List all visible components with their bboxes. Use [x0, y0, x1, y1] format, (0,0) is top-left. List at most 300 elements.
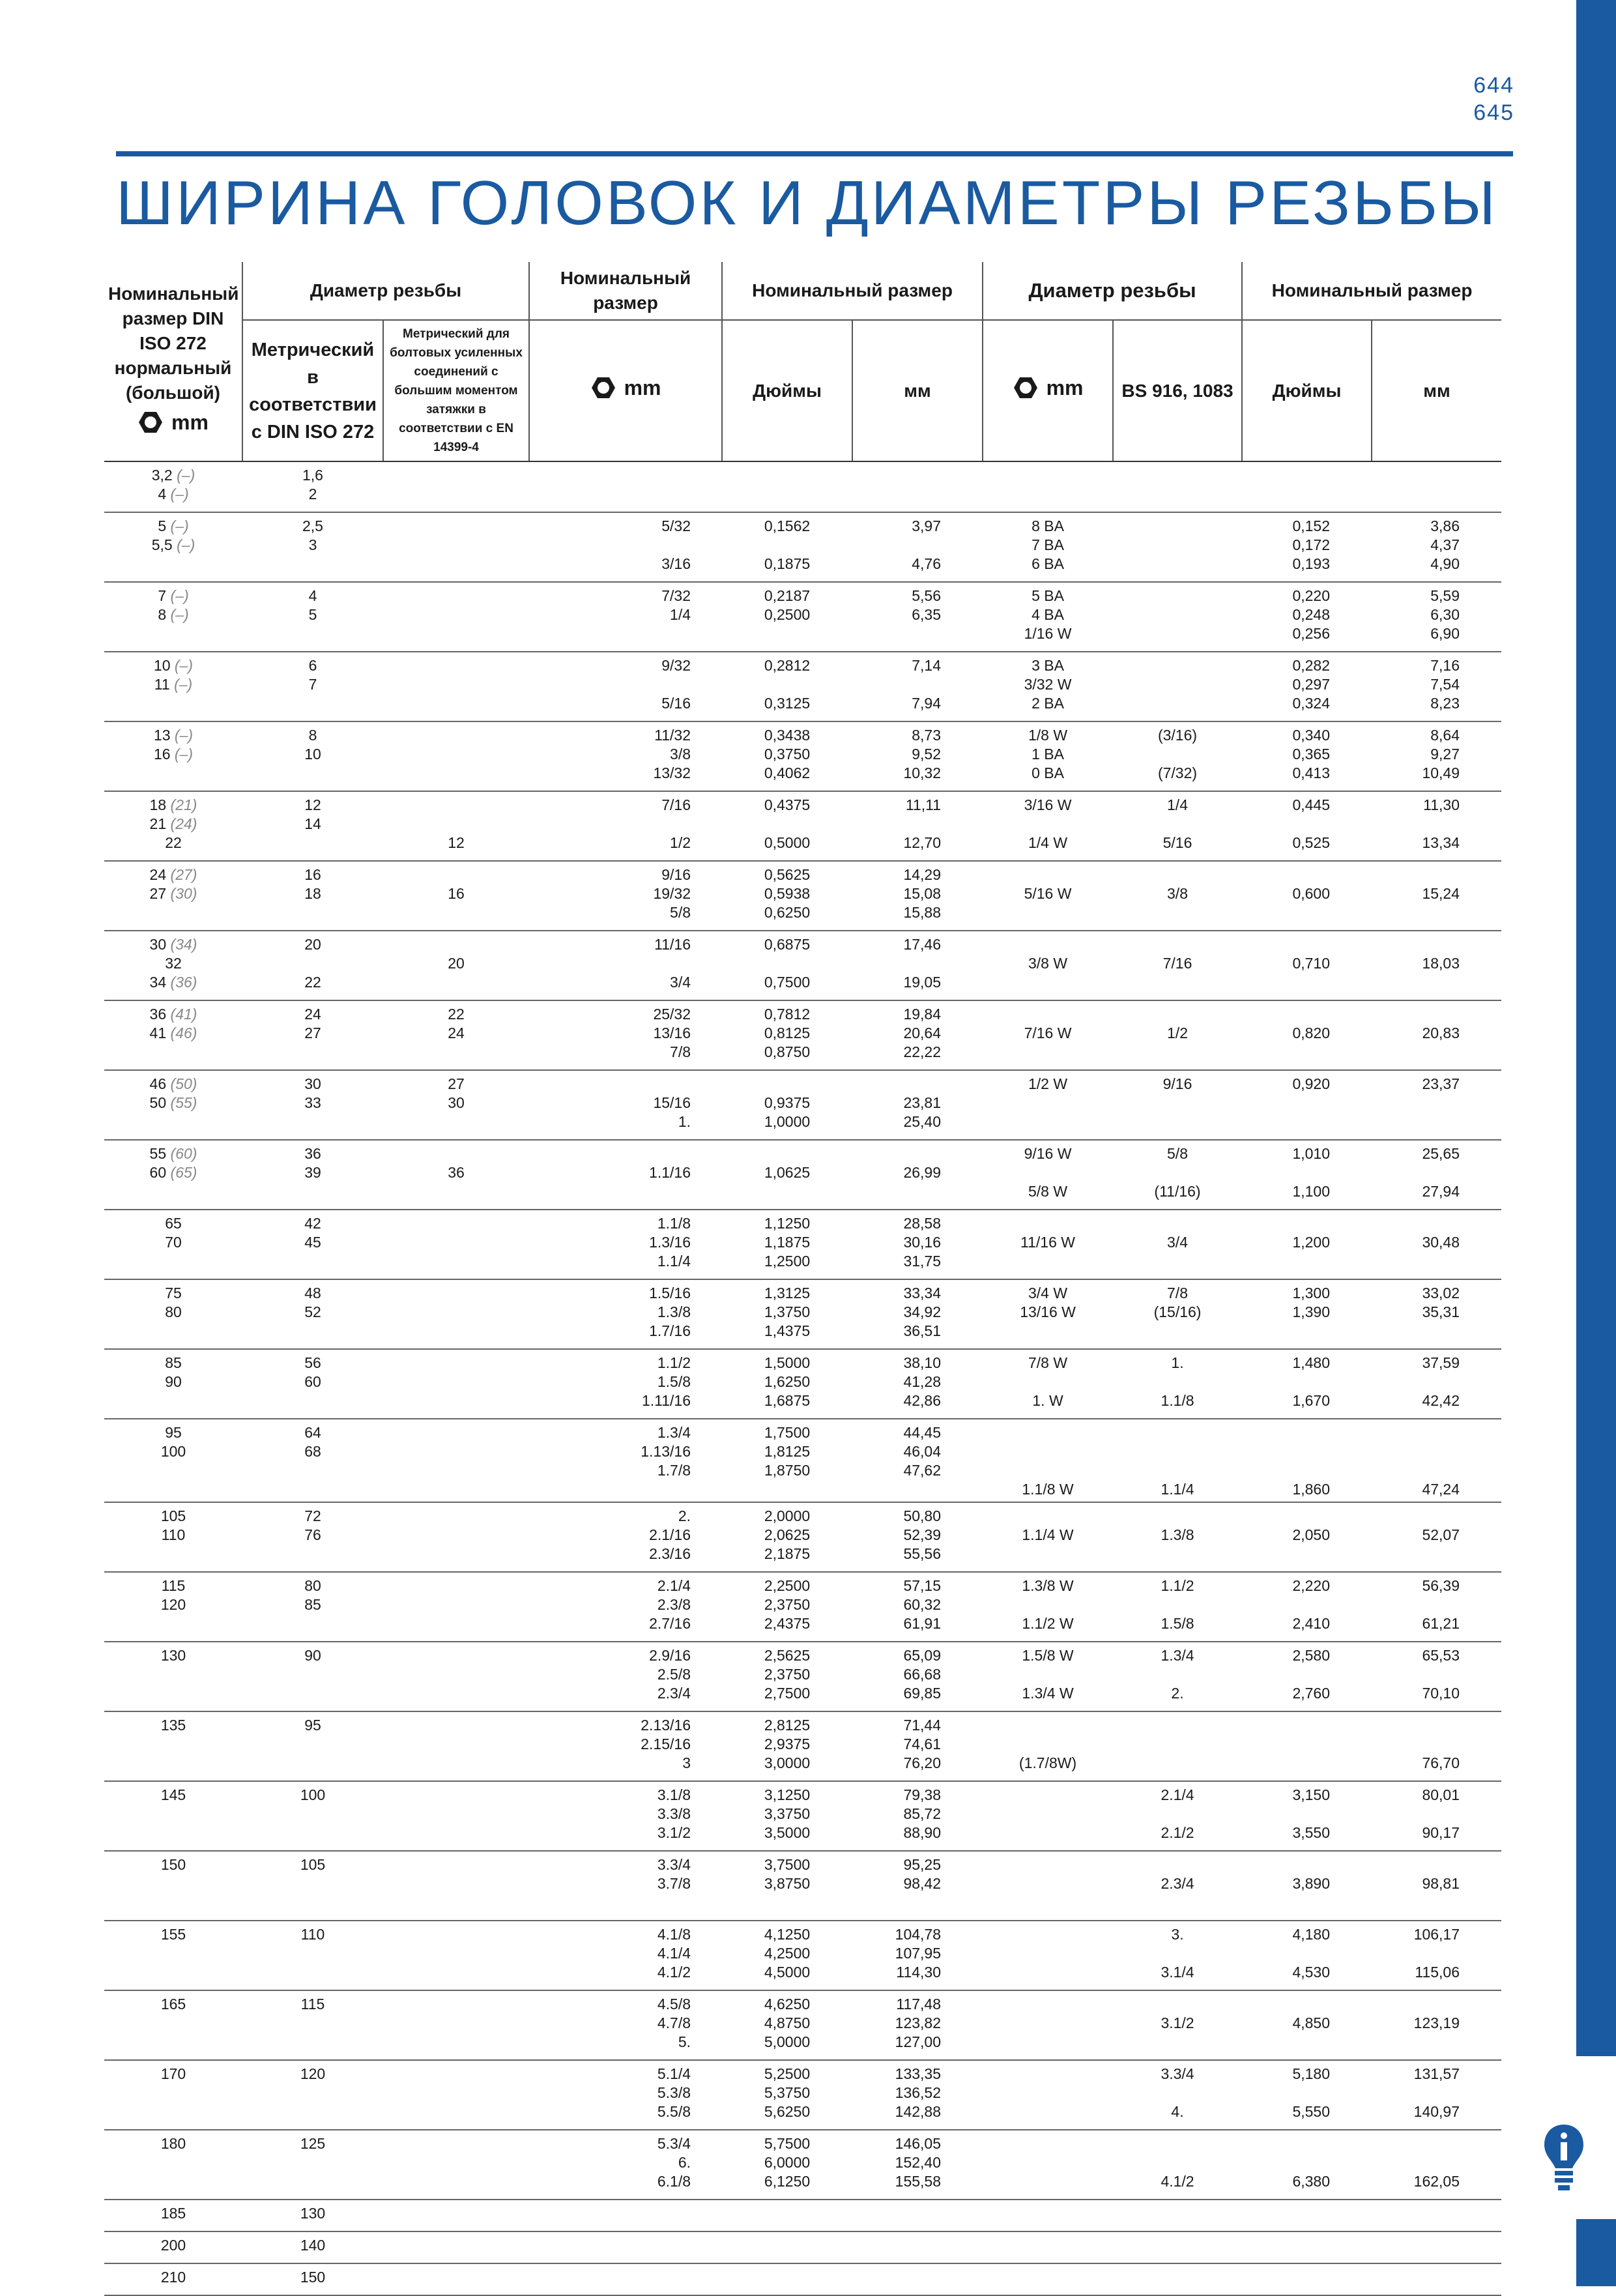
cell-line: 30	[304, 1075, 321, 1092]
cell-line: 1.5/8 W	[1022, 1647, 1074, 1664]
cell-line: 4,90	[1430, 555, 1460, 572]
size-value: 210	[160, 2269, 186, 2286]
cell-metric-272	[242, 1781, 383, 1851]
cell-line	[107, 1577, 240, 1595]
cell-line: 1.1/8	[657, 1215, 691, 1232]
cell-nominal-inch-frac	[529, 2130, 722, 2200]
cell-line: 2.9/16	[649, 1647, 691, 1664]
cell-line: 1,6250	[764, 1373, 811, 1390]
cell-line: 60,32	[903, 1596, 942, 1613]
table-row	[104, 2200, 1501, 2231]
cell-line: 13,34	[1422, 834, 1460, 851]
cell-line: 64	[304, 1424, 321, 1441]
cell-line: 1.1/4	[1161, 1481, 1194, 1498]
cell-line: 2,580	[1292, 1647, 1331, 1664]
cell-line: 5.	[678, 2033, 691, 2050]
cell-nominal-size	[104, 512, 242, 582]
cell-line: 4,850	[1292, 2014, 1331, 2031]
size-value: 55	[149, 1145, 167, 1162]
cell-nominal-size	[104, 652, 242, 721]
cell-line: 0,324	[1292, 695, 1331, 712]
cell-line: 15,88	[903, 904, 942, 921]
cell-line	[985, 1507, 1110, 1526]
cell-line: 1,1250	[764, 1215, 811, 1232]
table-row	[104, 512, 1501, 582]
cell-line: 7,14	[912, 657, 942, 674]
cell-metric-272	[242, 1349, 383, 1419]
cell-line	[725, 815, 850, 834]
cell-nominal-mm	[852, 1140, 983, 1210]
cell-nominal-inch-dec	[722, 582, 852, 652]
page-title: ШИРИНА ГОЛОВОК И ДИАМЕТРЫ РЕЗЬБЫ	[116, 168, 1498, 238]
table-row	[104, 1781, 1501, 1851]
cell-line: 4.1/4	[657, 1945, 691, 1962]
cell-line: 5/16 W	[1024, 885, 1072, 902]
cell-metric-14399	[383, 1279, 529, 1349]
cell-line: 0,7500	[764, 974, 811, 991]
sizes-table	[104, 262, 1501, 2296]
cell-thread-bs	[1113, 2231, 1242, 2263]
cell-line	[1116, 1995, 1239, 2014]
cell-line: 8,73	[912, 727, 942, 744]
cell-line: 3.	[1171, 1926, 1184, 1943]
cell-line	[1116, 1595, 1239, 1614]
cell-line: 0,365	[1292, 746, 1331, 763]
cell-line	[1245, 2153, 1330, 2172]
cell-thread-mm	[983, 1572, 1113, 1642]
cell-line: 3	[308, 536, 317, 553]
cell-line: 0,1875	[764, 555, 811, 572]
header-hex-mm-3	[983, 320, 1113, 461]
cell-metric-14399	[383, 791, 529, 861]
cell-line: 3.1/2	[657, 1824, 691, 1841]
cell-line: 19,84	[903, 1006, 942, 1023]
cell-thread-bs	[1113, 1851, 1242, 1921]
cell-nominal-size	[104, 721, 242, 791]
size-alt-value: (24)	[166, 815, 197, 832]
cell-line: 1.1/8 W	[1022, 1481, 1074, 1498]
size-value: 4	[158, 486, 167, 502]
cell-nominal-inch-frac	[529, 1070, 722, 1140]
cell-nominal-size	[104, 2263, 242, 2295]
cell-line: 1,4375	[764, 1322, 811, 1339]
cell-nominal2-mm	[1372, 1990, 1501, 2060]
cell-nominal-mm	[852, 1349, 983, 1419]
cell-line: 1,390	[1292, 1303, 1331, 1320]
cell-nominal-size	[104, 1990, 242, 2060]
cell-metric-14399	[383, 1140, 529, 1210]
cell-metric-272	[242, 1990, 383, 2060]
cell-line	[1374, 1373, 1460, 1391]
cell-nominal-size	[104, 1642, 242, 1711]
cell-line: 22	[304, 974, 321, 991]
cell-line: 2.1/2	[1161, 1824, 1194, 1841]
cell-nominal-inch-dec	[722, 791, 852, 861]
cell-nominal-inch-dec	[722, 1851, 852, 1921]
cell-nominal-size	[104, 791, 242, 861]
cell-line: (1.7/8W)	[1018, 1754, 1077, 1771]
size-alt-value: (41)	[166, 1006, 197, 1023]
cell-line	[725, 1144, 850, 1163]
cell-line: 17,46	[903, 936, 942, 953]
cell-line: 71,44	[903, 1717, 942, 1734]
cell-line: 1,2500	[764, 1253, 811, 1270]
cell-line	[107, 834, 240, 852]
cell-line	[107, 815, 240, 834]
cell-nominal-size	[104, 1502, 242, 1572]
size-value: 11	[154, 676, 170, 693]
cell-metric-272	[242, 2263, 383, 2295]
cell-nominal2-inch	[1242, 931, 1372, 1000]
header-hex-mm-2-label: mm	[624, 375, 661, 400]
cell-thread-mm	[983, 1000, 1113, 1070]
cell-line	[107, 745, 240, 764]
cell-line: 6,35	[912, 606, 942, 623]
cell-line: 1,300	[1292, 1285, 1331, 1301]
cell-line: 76,70	[1422, 1754, 1460, 1771]
cell-thread-bs	[1113, 1642, 1242, 1711]
size-value: 34	[149, 974, 167, 991]
cell-line	[985, 815, 1110, 834]
cell-line	[107, 1373, 240, 1391]
cell-line: (15/16)	[1153, 1303, 1202, 1320]
cell-metric-14399	[383, 1000, 529, 1070]
cell-line: 0,445	[1292, 796, 1331, 813]
cell-line: 2.1/4	[657, 1577, 691, 1594]
cell-line: 1/2	[1167, 1024, 1188, 1041]
cell-nominal-mm	[852, 1990, 983, 2060]
cell-line: 7 BA	[1032, 536, 1064, 553]
cell-metric-14399	[383, 2263, 529, 2295]
cell-line: 37,59	[1422, 1354, 1460, 1371]
cell-line: 1,0000	[764, 1113, 811, 1130]
size-alt-value: (46)	[166, 1024, 197, 1041]
cell-line: 3/8 W	[1028, 955, 1068, 972]
cell-line: 4,530	[1292, 1964, 1331, 1981]
cell-line: 0,6875	[764, 936, 811, 953]
cell-line	[107, 2065, 240, 2084]
size-value: 65	[165, 1215, 182, 1232]
cell-line: 146,05	[895, 2135, 942, 2152]
cell-line: 25,40	[903, 1113, 942, 1130]
cell-line	[107, 865, 240, 884]
cell-line: 61,91	[903, 1615, 942, 1632]
cell-line: 46,04	[903, 1443, 942, 1460]
cell-line: 9,27	[1430, 746, 1460, 763]
cell-thread-bs	[1113, 931, 1242, 1000]
cell-nominal2-mm	[1372, 931, 1501, 1000]
cell-nominal-inch-frac	[529, 2060, 722, 2130]
cell-line	[532, 675, 691, 694]
cell-thread-mm	[983, 2060, 1113, 2130]
cell-nominal-size	[104, 1349, 242, 1419]
cell-line	[1374, 2134, 1460, 2153]
cell-line: 57,15	[903, 1577, 942, 1594]
cell-line: 0,413	[1292, 764, 1331, 781]
cell-line	[985, 1423, 1110, 1442]
cell-line: 1.3/8 W	[1022, 1577, 1074, 1594]
cell-nominal2-inch	[1242, 1140, 1372, 1210]
cell-metric-272	[242, 2060, 383, 2130]
cell-line	[532, 1144, 691, 1163]
cell-line	[855, 954, 941, 973]
cell-line: 1.7/8	[657, 1462, 691, 1479]
cell-nominal2-mm	[1372, 1070, 1501, 1140]
cell-nominal-size	[104, 931, 242, 1000]
cell-line: 8,64	[1430, 727, 1460, 744]
cell-line: 4.1/8	[657, 1926, 691, 1943]
cell-nominal-inch-dec	[722, 1140, 852, 1210]
table-row	[104, 1572, 1501, 1642]
cell-nominal2-mm	[1372, 512, 1501, 582]
cell-line	[1116, 1944, 1239, 1963]
cell-line: 3 BA	[1032, 657, 1064, 674]
cell-line: 36	[304, 1145, 321, 1162]
cell-nominal2-mm	[1372, 1419, 1501, 1502]
cell-nominal-inch-dec	[722, 461, 852, 512]
cell-line: 20,83	[1422, 1024, 1460, 1041]
cell-nominal2-mm	[1372, 1279, 1501, 1349]
table-row	[104, 1140, 1501, 1210]
cell-line: 0,9375	[764, 1094, 811, 1111]
cell-line: 1/2	[670, 834, 691, 851]
cell-line: 106,17	[1413, 1926, 1460, 1943]
cell-nominal2-mm	[1372, 461, 1501, 512]
cell-metric-14399	[383, 1502, 529, 1572]
cell-line: 42,42	[1422, 1392, 1460, 1409]
cell-thread-bs	[1113, 791, 1242, 861]
cell-thread-mm	[983, 1921, 1113, 1990]
cell-nominal-inch-frac	[529, 2263, 722, 2295]
cell-nominal-mm	[852, 861, 983, 931]
size-alt-value: (–)	[166, 587, 189, 604]
cell-thread-bs	[1113, 2060, 1242, 2130]
size-alt-value: (21)	[166, 796, 197, 813]
size-value: 50	[149, 1094, 167, 1111]
cell-nominal-mm	[852, 791, 983, 861]
cell-line: 9/16	[1162, 1075, 1192, 1092]
cell-line: 14	[304, 815, 321, 832]
cell-line	[107, 1163, 240, 1182]
size-value: 13	[153, 727, 171, 744]
cell-line	[107, 1716, 240, 1735]
size-alt-value: (–)	[166, 486, 189, 502]
size-value: 41	[149, 1024, 167, 1041]
cell-line: 15,08	[903, 885, 942, 902]
cell-line: 25/32	[653, 1006, 691, 1023]
cell-line: 42,86	[903, 1392, 942, 1409]
cell-nominal-inch-dec	[722, 1642, 852, 1711]
cell-nominal-inch-dec	[722, 861, 852, 931]
cell-line: 5/16	[661, 695, 691, 712]
cell-line: 117,48	[896, 1996, 942, 2013]
cell-line: 2,7500	[764, 1685, 811, 1702]
cell-nominal2-mm	[1372, 861, 1501, 931]
sizes-table-container	[104, 262, 1501, 2296]
cell-line	[107, 605, 240, 624]
cell-line	[107, 1526, 240, 1545]
cell-line	[107, 675, 240, 694]
cell-thread-mm	[983, 1642, 1113, 1711]
cell-line	[386, 815, 527, 834]
cell-line	[985, 1442, 1110, 1461]
cell-line: 95,25	[903, 1856, 942, 1873]
cell-line: 3.1/2	[1161, 2014, 1194, 2031]
size-alt-value: (–)	[170, 727, 194, 744]
cell-line: 3.3/4	[1161, 2065, 1194, 2082]
cell-line: 5,0000	[764, 2033, 811, 2050]
cell-line: 2.3/4	[657, 1685, 691, 1702]
cell-line: 65,53	[1422, 1647, 1460, 1664]
cell-line: 6,30	[1430, 606, 1460, 623]
cell-nominal-inch-dec	[722, 1502, 852, 1572]
cell-nominal-mm	[852, 1642, 983, 1711]
cell-line	[985, 1214, 1110, 1233]
cell-nominal2-mm	[1372, 791, 1501, 861]
cell-line: 1/16 W	[1024, 625, 1072, 642]
cell-line: 6,0000	[764, 2154, 811, 2171]
header-nominal-din	[104, 262, 242, 461]
cell-line	[386, 935, 527, 954]
cell-nominal2-inch	[1242, 512, 1372, 582]
cell-line: 38,10	[903, 1354, 942, 1371]
table-row	[104, 582, 1501, 652]
cell-line: 5	[308, 606, 317, 623]
cell-thread-bs	[1113, 1140, 1242, 1210]
cell-line	[107, 1214, 240, 1233]
cell-nominal-inch-frac	[529, 791, 722, 861]
size-alt-value: (50)	[166, 1075, 197, 1092]
cell-nominal-mm	[852, 652, 983, 721]
cell-nominal-inch-dec	[722, 2130, 852, 2200]
cell-line: 1.	[1171, 1354, 1184, 1371]
cell-line	[1374, 1461, 1460, 1480]
cell-line: 110	[300, 1926, 325, 1943]
cell-line	[107, 1284, 240, 1303]
cell-thread-bs	[1113, 1781, 1242, 1851]
cell-line: 140,97	[1413, 2103, 1460, 2120]
size-value: 10	[153, 657, 171, 674]
cell-nominal-inch-dec	[722, 1070, 852, 1140]
size-alt-value: (–)	[169, 676, 193, 693]
cell-line: 98,42	[903, 1875, 942, 1892]
cell-line: 80,01	[1422, 1786, 1460, 1803]
cell-line	[855, 1075, 941, 1094]
cell-line	[1245, 935, 1330, 954]
cell-nominal-size	[104, 1210, 242, 1279]
cell-nominal-mm	[852, 2200, 983, 2231]
cell-line: 1.1/4	[657, 1253, 691, 1270]
cell-line	[107, 1995, 240, 2014]
cell-line: 7/32	[661, 587, 691, 604]
cell-line	[1374, 1595, 1460, 1614]
cell-line: 36,51	[903, 1322, 942, 1339]
header-hex-mm-2	[529, 320, 722, 461]
cell-line: 4,37	[1430, 536, 1460, 553]
cell-line: 6.1/8	[657, 2173, 691, 2190]
cell-nominal-inch-dec	[722, 2060, 852, 2130]
cell-thread-mm	[983, 1140, 1113, 1210]
cell-line: 33,02	[1422, 1285, 1460, 1301]
size-value: 80	[165, 1303, 182, 1320]
cell-line	[1374, 865, 1460, 884]
cell-line: 6,380	[1292, 2173, 1331, 2190]
cell-line: 1.5/8	[1161, 1615, 1194, 1632]
cell-thread-mm	[983, 1711, 1113, 1781]
cell-line: 4 BA	[1032, 606, 1064, 623]
cell-line: 70,10	[1422, 1685, 1460, 1702]
size-alt-value: (36)	[166, 974, 197, 991]
cell-thread-mm	[983, 931, 1113, 1000]
cell-line: 0 BA	[1032, 764, 1064, 781]
cell-line	[1374, 2084, 1460, 2102]
cell-nominal-inch-frac	[529, 512, 722, 582]
cell-line: 11,30	[1423, 796, 1460, 813]
size-value: 36	[149, 1006, 167, 1023]
cell-line: 47,62	[903, 1462, 942, 1479]
header-nominal-din-label: Номинальный размер DIN ISO 272 нормальный (большой)	[108, 283, 239, 403]
cell-line: 104,78	[895, 1926, 942, 1943]
cell-nominal-size	[104, 2060, 242, 2130]
cell-thread-mm	[983, 1349, 1113, 1419]
cell-line: 0,256	[1292, 625, 1331, 642]
cell-line	[386, 1144, 527, 1163]
cell-line: 95	[304, 1717, 321, 1734]
table-row	[104, 1851, 1501, 1921]
cell-line: 5,180	[1292, 2065, 1331, 2082]
cell-line: 2.1/4	[1161, 1786, 1194, 1803]
cell-thread-mm	[983, 1210, 1113, 1279]
cell-line: 9/16 W	[1024, 1145, 1072, 1162]
size-alt-value: (–)	[172, 536, 195, 553]
cell-line: 4,180	[1292, 1926, 1331, 1943]
cell-line: 48	[304, 1285, 321, 1301]
cell-line: 30,16	[903, 1234, 942, 1251]
cell-line	[985, 1665, 1110, 1684]
cell-nominal-size	[104, 1572, 242, 1642]
cell-thread-bs	[1113, 461, 1242, 512]
table-row	[104, 931, 1501, 1000]
cell-line: 36	[448, 1164, 465, 1181]
cell-line: 65,09	[903, 1647, 942, 1664]
cell-line	[1116, 1442, 1239, 1461]
cell-line	[1116, 2084, 1239, 2102]
cell-thread-bs	[1113, 652, 1242, 721]
cell-nominal2-inch	[1242, 1642, 1372, 1711]
cell-line: 52,07	[1422, 1526, 1460, 1543]
cell-line: 30	[448, 1094, 465, 1111]
cell-line: 7	[308, 676, 317, 693]
size-alt-value: (34)	[166, 936, 197, 953]
cell-nominal-size	[104, 1070, 242, 1140]
cell-line	[107, 1233, 240, 1252]
cell-line: 1.3/4 W	[1022, 1685, 1074, 1702]
header-hex-mm-3-group	[1013, 375, 1084, 401]
cell-line: 9/16	[661, 866, 691, 883]
cell-line	[1374, 1423, 1460, 1442]
cell-metric-14399	[383, 1210, 529, 1279]
cell-metric-272	[242, 721, 383, 791]
cell-line: 152,40	[895, 2154, 942, 2171]
cell-nominal-size	[104, 582, 242, 652]
cell-line: 1.1/2 W	[1022, 1615, 1074, 1632]
size-value: 100	[160, 1443, 186, 1460]
cell-line	[107, 2268, 240, 2287]
cell-line	[1374, 1665, 1460, 1684]
cell-thread-mm	[983, 721, 1113, 791]
cell-line: 1.1/2	[657, 1354, 691, 1371]
cell-thread-mm	[983, 1279, 1113, 1349]
